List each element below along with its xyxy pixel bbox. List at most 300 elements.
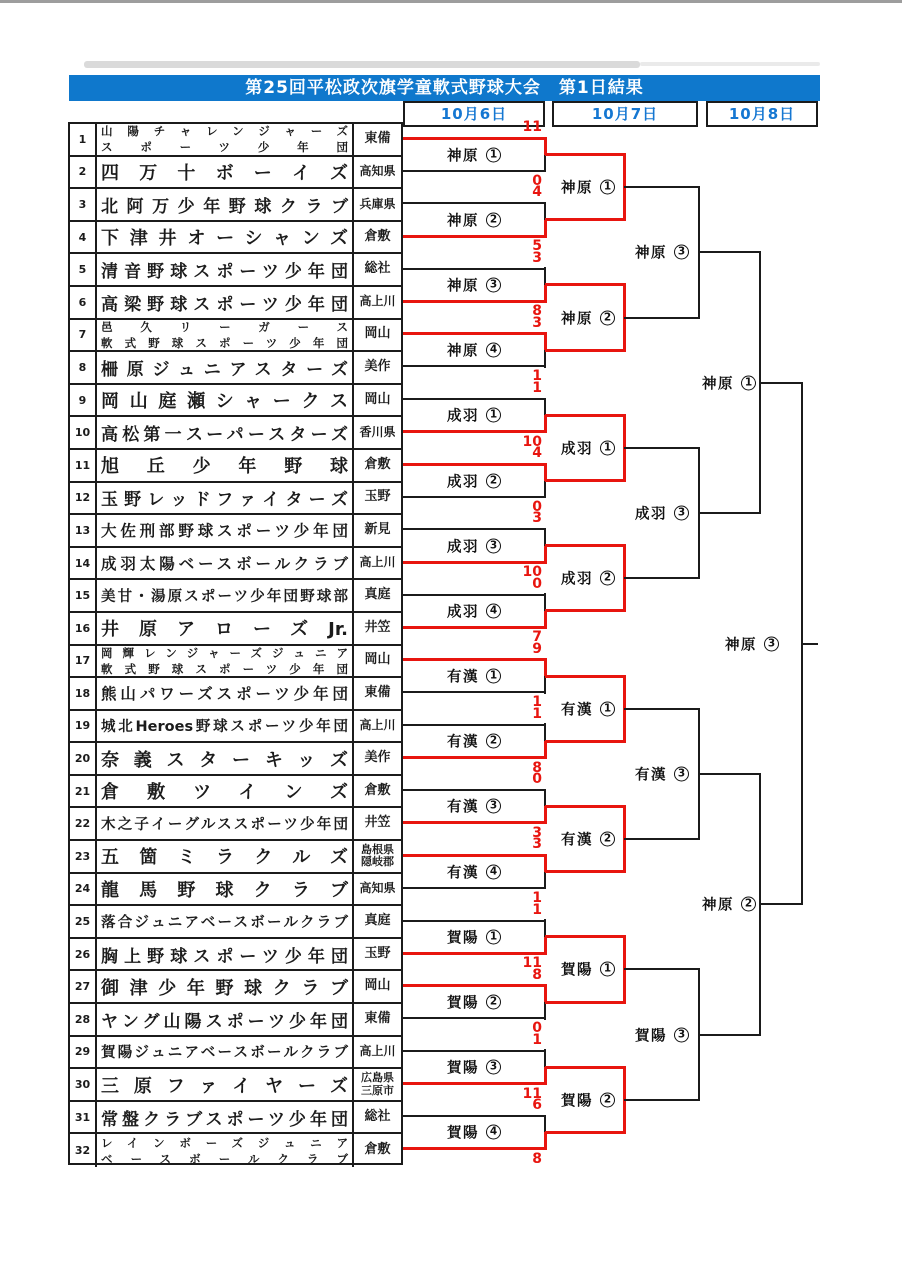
loser-line — [403, 268, 545, 270]
team-row-28 — [70, 1004, 401, 1037]
team-region-cell — [352, 874, 401, 905]
venue-game-number: 2 — [600, 832, 615, 847]
team-region-cell — [352, 613, 401, 644]
team-number: 18 — [70, 678, 97, 709]
round1-connector — [544, 332, 547, 350]
date-header-2: 10月7日 — [552, 101, 698, 127]
team-number: 30 — [70, 1069, 97, 1100]
team-region-cell — [352, 515, 401, 546]
team-number: 12 — [70, 483, 97, 514]
round1-connector — [544, 723, 546, 741]
team-row-31 — [70, 1102, 401, 1135]
team-number: 27 — [70, 971, 97, 1002]
team-region: 岡山 — [364, 326, 391, 342]
team-name-cell — [97, 124, 352, 155]
venue-name: 神原 — [635, 245, 667, 262]
scan-artifact-smudge — [84, 61, 640, 68]
score-label: 8 — [532, 1150, 542, 1167]
team-region-cell — [352, 1037, 401, 1068]
venue-name: 成羽 — [635, 506, 667, 523]
advance-line — [545, 805, 626, 808]
team-region-cell — [352, 417, 401, 448]
teams-table — [68, 122, 403, 1165]
venue-game-number: 1 — [486, 147, 501, 162]
venue-game-number: 3 — [486, 277, 501, 292]
team-row-14 — [70, 548, 401, 581]
round3-exit-line — [699, 512, 761, 514]
team-region: 総社 — [364, 261, 391, 277]
round2-exit-line — [624, 577, 700, 579]
venue-label — [447, 992, 501, 1013]
round1-connector — [544, 463, 547, 481]
venue-name: 有漢 — [447, 865, 479, 882]
team-region: 高上川 — [359, 294, 396, 309]
team-region: 岡山 — [364, 391, 391, 407]
venue-label — [447, 1057, 501, 1078]
team-number: 5 — [70, 254, 97, 285]
venue-name: 神原 — [447, 278, 479, 295]
team-region-cell — [352, 450, 401, 481]
team-region-cell — [352, 320, 401, 351]
team-region: 高上川 — [359, 555, 396, 570]
loser-line — [403, 594, 545, 596]
team-region-cell — [352, 841, 401, 872]
team-number: 13 — [70, 515, 97, 546]
winner-line — [403, 430, 545, 433]
team-region-cell — [352, 776, 401, 807]
team-name-cell — [97, 906, 352, 937]
team-name: 井原アローズJr. — [101, 619, 348, 641]
team-name-cell — [97, 711, 352, 742]
team-name: 美甘・湯原スポーツ少年団野球部 — [101, 589, 348, 606]
venue-name: 成羽 — [561, 571, 593, 588]
score-label: 10 — [522, 564, 542, 581]
venue-name: 神原 — [561, 180, 593, 197]
venue-game-number: 2 — [486, 473, 501, 488]
advance-line — [545, 1001, 626, 1004]
venue-name: 成羽 — [447, 474, 479, 491]
round1-connector — [544, 658, 547, 676]
team-region-cell — [352, 1069, 401, 1100]
score-label: 11 — [522, 1085, 542, 1102]
round1-connector — [544, 546, 547, 564]
round1-connector — [544, 137, 547, 155]
winner-line — [403, 300, 545, 303]
team-region: 真庭 — [364, 587, 391, 603]
loser-line — [403, 789, 545, 791]
loser-line — [403, 1017, 545, 1019]
team-region: 東備 — [364, 130, 391, 146]
round1-connector — [544, 285, 547, 303]
team-name-cell — [97, 189, 352, 220]
score-label: 9 — [532, 640, 542, 657]
venue-game-number: 3 — [674, 1027, 689, 1042]
team-region-cell — [352, 1004, 401, 1035]
round2-exit-line — [624, 186, 700, 188]
venue-name: 有漢 — [447, 669, 479, 686]
venue-name: 有漢 — [635, 767, 667, 784]
venue-label — [561, 568, 615, 589]
score-label: 1 — [532, 1031, 542, 1048]
score-label: 1 — [532, 694, 542, 711]
venue-game-number: 3 — [674, 245, 689, 260]
team-name: 柵原ジュニアスターズ — [101, 359, 348, 380]
team-name-cell — [97, 254, 352, 285]
team-name: 旭丘少年野球 — [101, 456, 348, 478]
team-row-4 — [70, 222, 401, 255]
team-name-line2: ベースボールクラブ — [101, 1151, 348, 1166]
team-region: 倉敷 — [364, 1142, 391, 1158]
team-region: 岡山 — [364, 652, 391, 668]
team-name: 賀陽ジュニアベースボールクラブ — [101, 1045, 348, 1062]
team-name: 大佐刑部野球スポーツ少年団 — [101, 522, 348, 541]
venue-game-number: 1 — [486, 408, 501, 423]
team-row-32 — [70, 1134, 401, 1167]
team-name-cell — [97, 385, 352, 416]
team-row-9 — [70, 385, 401, 418]
winner-line — [403, 332, 545, 335]
venue-game-number: 1 — [741, 375, 756, 390]
venue-label — [447, 209, 501, 230]
round1-connector — [544, 593, 546, 611]
venue-name: 成羽 — [561, 441, 593, 458]
team-name: 落合ジュニアベースボールクラブ — [101, 915, 348, 932]
venue-game-number: 2 — [600, 571, 615, 586]
score-label: 1 — [532, 889, 542, 906]
venue-label — [447, 1122, 501, 1143]
team-region-cell — [352, 678, 401, 709]
team-name: 四万十ボーイズ — [101, 162, 348, 184]
venue-name: 有漢 — [561, 702, 593, 719]
team-row-22 — [70, 808, 401, 841]
venue-label — [447, 666, 501, 687]
team-number: 21 — [70, 776, 97, 807]
team-region-cell — [352, 483, 401, 514]
team-number: 32 — [70, 1134, 97, 1167]
team-row-30 — [70, 1069, 401, 1102]
round3-exit-line — [699, 1034, 761, 1036]
score-label: 8 — [532, 966, 542, 983]
venue-game-number: 3 — [764, 636, 779, 651]
venue-label — [635, 763, 689, 784]
winner-line — [403, 235, 545, 238]
team-name: 木之子イーグルススポーツ少年団 — [101, 817, 348, 834]
team-number: 26 — [70, 939, 97, 970]
loser-line — [403, 398, 545, 400]
team-region: 香川県 — [359, 424, 396, 439]
score-label: 0 — [532, 172, 542, 189]
team-region-cell — [352, 222, 401, 253]
team-region-cell — [352, 646, 401, 677]
round1-connector — [544, 789, 546, 807]
team-number: 22 — [70, 808, 97, 839]
team-region: 倉敷 — [364, 228, 391, 244]
team-name: 邑久リーガース — [101, 319, 348, 334]
venue-label — [561, 959, 615, 980]
team-name: 清音野球スポーツ少年団 — [101, 262, 348, 283]
venue-game-number: 2 — [486, 995, 501, 1010]
round2-exit-line — [624, 447, 700, 449]
team-number: 19 — [70, 711, 97, 742]
team-name-cell — [97, 874, 352, 905]
round1-connector — [544, 415, 547, 433]
page-title: 第25回平松政次旗学童軟式野球大会 第1日結果 — [69, 75, 820, 101]
winner-line — [403, 984, 545, 987]
venue-game-number: 1 — [600, 701, 615, 716]
team-row-17 — [70, 646, 401, 679]
team-name: 胸上野球スポーツ少年団 — [101, 946, 348, 967]
round2-exit-line — [624, 838, 700, 840]
team-row-20 — [70, 743, 401, 776]
team-name-line2: 軟式野球スポーツ少年団 — [101, 661, 348, 676]
venue-game-number: 4 — [486, 343, 501, 358]
venue-label — [561, 437, 615, 458]
team-row-23 — [70, 841, 401, 874]
loser-line — [403, 528, 545, 530]
venue-game-number: 2 — [486, 734, 501, 749]
team-number: 7 — [70, 320, 97, 351]
team-row-6 — [70, 287, 401, 320]
round1-connector — [544, 202, 546, 220]
venue-game-number: 1 — [486, 929, 501, 944]
score-label: 0 — [532, 771, 542, 788]
team-region: 東備 — [364, 684, 391, 700]
team-name: ヤング山陽スポーツ少年団 — [101, 1011, 348, 1032]
team-name: 高梁野球スポーツ少年団 — [101, 294, 348, 315]
team-number: 28 — [70, 1004, 97, 1035]
round1-connector — [544, 872, 546, 890]
venue-name: 神原 — [561, 311, 593, 328]
team-name-cell — [97, 613, 352, 644]
team-row-26 — [70, 939, 401, 972]
semifinal-exit-line — [760, 903, 803, 905]
team-region-cell — [352, 743, 401, 774]
team-name-cell — [97, 222, 352, 253]
score-label: 1 — [532, 368, 542, 385]
score-label: 10 — [522, 433, 542, 450]
venue-game-number: 1 — [600, 962, 615, 977]
team-number: 20 — [70, 743, 97, 774]
team-region: 美作 — [364, 358, 391, 374]
advance-line — [545, 414, 626, 417]
team-region-line2: 三原市 — [361, 1083, 394, 1097]
venue-label — [447, 796, 501, 817]
team-name: 御津少年野球クラブ — [101, 977, 348, 999]
team-region-cell — [352, 939, 401, 970]
round2-exit-line — [624, 968, 700, 970]
round1-connector — [544, 854, 547, 872]
venue-game-number: 2 — [600, 1092, 615, 1107]
venue-label — [447, 600, 501, 621]
team-row-3 — [70, 189, 401, 222]
team-number: 14 — [70, 548, 97, 579]
round3-exit-line — [699, 251, 761, 253]
team-name: 三原ファイヤーズ — [101, 1075, 348, 1097]
score-label: 8 — [532, 303, 542, 320]
venue-name: 神原 — [725, 637, 757, 653]
round1-connector — [544, 611, 547, 629]
venue-label — [635, 1024, 689, 1045]
team-region: 兵庫県 — [359, 196, 396, 211]
team-row-1 — [70, 124, 401, 157]
team-name-cell — [97, 287, 352, 318]
score-label: 3 — [532, 249, 542, 266]
team-region: 高上川 — [359, 1044, 396, 1059]
team-number: 31 — [70, 1102, 97, 1133]
team-number: 10 — [70, 417, 97, 448]
score-label: 3 — [532, 824, 542, 841]
team-name: 熊山パワーズスポーツ少年団 — [101, 685, 348, 704]
round1-connector — [544, 984, 547, 1002]
score-label: 5 — [532, 238, 542, 255]
venue-label — [447, 144, 501, 165]
venue-label — [561, 1089, 615, 1110]
venue-name: 有漢 — [561, 832, 593, 849]
round1-connector — [544, 155, 546, 173]
round1-connector — [544, 1002, 546, 1020]
team-region-cell — [352, 124, 401, 155]
venue-label — [561, 829, 615, 850]
score-label: 3 — [532, 836, 542, 853]
team-name: 常盤クラブスポーツ少年団 — [101, 1109, 348, 1130]
venue-label — [561, 307, 615, 328]
advance-line — [545, 479, 626, 482]
venue-game-number: 4 — [486, 1125, 501, 1140]
team-region: 岡山 — [364, 978, 391, 994]
team-name-cell — [97, 580, 352, 611]
team-number: 4 — [70, 222, 97, 253]
venue-label — [725, 633, 779, 654]
venue-label — [447, 535, 501, 556]
team-region: 真庭 — [364, 913, 391, 929]
team-name: 城北Heroes野球スポーツ少年団 — [101, 719, 348, 736]
team-number: 9 — [70, 385, 97, 416]
team-name: 奈義スターキッズ — [101, 749, 348, 771]
team-row-16 — [70, 613, 401, 646]
venue-name: 神原 — [447, 343, 479, 360]
venue-game-number: 2 — [486, 212, 501, 227]
venue-name: 神原 — [447, 213, 479, 230]
venue-game-number: 3 — [674, 506, 689, 521]
team-region: 高知県 — [359, 163, 396, 178]
team-name: 玉野レッドファイターズ — [101, 490, 348, 511]
team-region: 玉野 — [364, 945, 391, 961]
team-name-cell — [97, 776, 352, 807]
round1-connector — [544, 919, 546, 937]
venue-label — [702, 894, 756, 915]
team-region: 広島県 — [361, 1070, 394, 1084]
winner-line — [403, 756, 545, 759]
venue-label — [447, 731, 501, 752]
round1-connector — [544, 676, 546, 694]
team-region: 美作 — [364, 750, 391, 766]
team-region: 高知県 — [359, 881, 396, 896]
team-name: 岡山庭瀬シャークス — [101, 391, 348, 413]
venue-game-number: 3 — [486, 1060, 501, 1075]
winner-line — [403, 463, 545, 466]
team-number: 23 — [70, 841, 97, 872]
team-row-11 — [70, 450, 401, 483]
score-label: 6 — [532, 1097, 542, 1114]
team-name-cell — [97, 841, 352, 872]
team-region: 東備 — [364, 1010, 391, 1026]
venue-label — [702, 372, 756, 393]
score-label: 7 — [532, 629, 542, 646]
team-name-cell — [97, 515, 352, 546]
team-region-cell — [352, 548, 401, 579]
team-name-line2: スポーツ少年団 — [101, 140, 348, 155]
loser-line — [403, 1050, 545, 1052]
venue-name: 賀陽 — [635, 1028, 667, 1045]
team-number: 2 — [70, 157, 97, 188]
score-label: 1 — [532, 901, 542, 918]
team-row-25 — [70, 906, 401, 939]
advance-line — [545, 740, 626, 743]
round2-exit-line — [624, 317, 700, 319]
date-header-1: 10月6日 — [403, 101, 545, 127]
venue-game-number: 3 — [486, 799, 501, 814]
team-row-29 — [70, 1037, 401, 1070]
team-number: 17 — [70, 646, 97, 677]
advance-line — [545, 283, 626, 286]
venue-game-number: 2 — [600, 310, 615, 325]
team-name-cell — [97, 1004, 352, 1035]
team-region-cell — [352, 971, 401, 1002]
team-row-12 — [70, 483, 401, 516]
loser-line — [403, 724, 545, 726]
team-row-15 — [70, 580, 401, 613]
winner-line — [403, 821, 545, 824]
venue-name: 賀陽 — [447, 1125, 479, 1142]
loser-line — [403, 920, 545, 922]
team-region: 高上川 — [359, 718, 396, 733]
score-label: 4 — [532, 184, 542, 201]
round2-exit-line — [624, 708, 700, 710]
team-name-line2: 軟式野球スポーツ少年団 — [101, 335, 348, 350]
team-name-cell — [97, 646, 352, 677]
advance-line — [545, 675, 626, 678]
venue-label — [561, 698, 615, 719]
advance-line — [545, 870, 626, 873]
venue-game-number: 3 — [486, 538, 501, 553]
team-name-cell — [97, 971, 352, 1002]
team-name: 五箇ミラクルズ — [101, 847, 348, 869]
venue-game-number: 2 — [741, 897, 756, 912]
team-region-cell — [352, 1134, 401, 1167]
team-region-line2: 隠岐郡 — [361, 855, 394, 869]
winner-line — [403, 137, 545, 140]
loser-line — [403, 887, 545, 889]
team-region-cell — [352, 385, 401, 416]
advance-line — [545, 544, 626, 547]
advance-line — [545, 935, 626, 938]
team-region: 井笠 — [364, 815, 391, 831]
round1-connector — [544, 398, 546, 416]
score-label: 11 — [522, 955, 542, 972]
venue-name: 神原 — [447, 148, 479, 165]
team-name-cell — [97, 1134, 352, 1167]
round1-connector — [544, 267, 546, 285]
venue-label — [447, 274, 501, 295]
team-region: 井笠 — [364, 619, 391, 635]
team-name: 下津井オーシャンズ — [101, 228, 348, 250]
advance-line — [545, 153, 626, 156]
venue-label — [635, 242, 689, 263]
venue-name: 有漢 — [447, 799, 479, 816]
venue-name: 賀陽 — [447, 1060, 479, 1077]
winner-line — [403, 658, 545, 661]
score-label: 0 — [532, 1020, 542, 1037]
